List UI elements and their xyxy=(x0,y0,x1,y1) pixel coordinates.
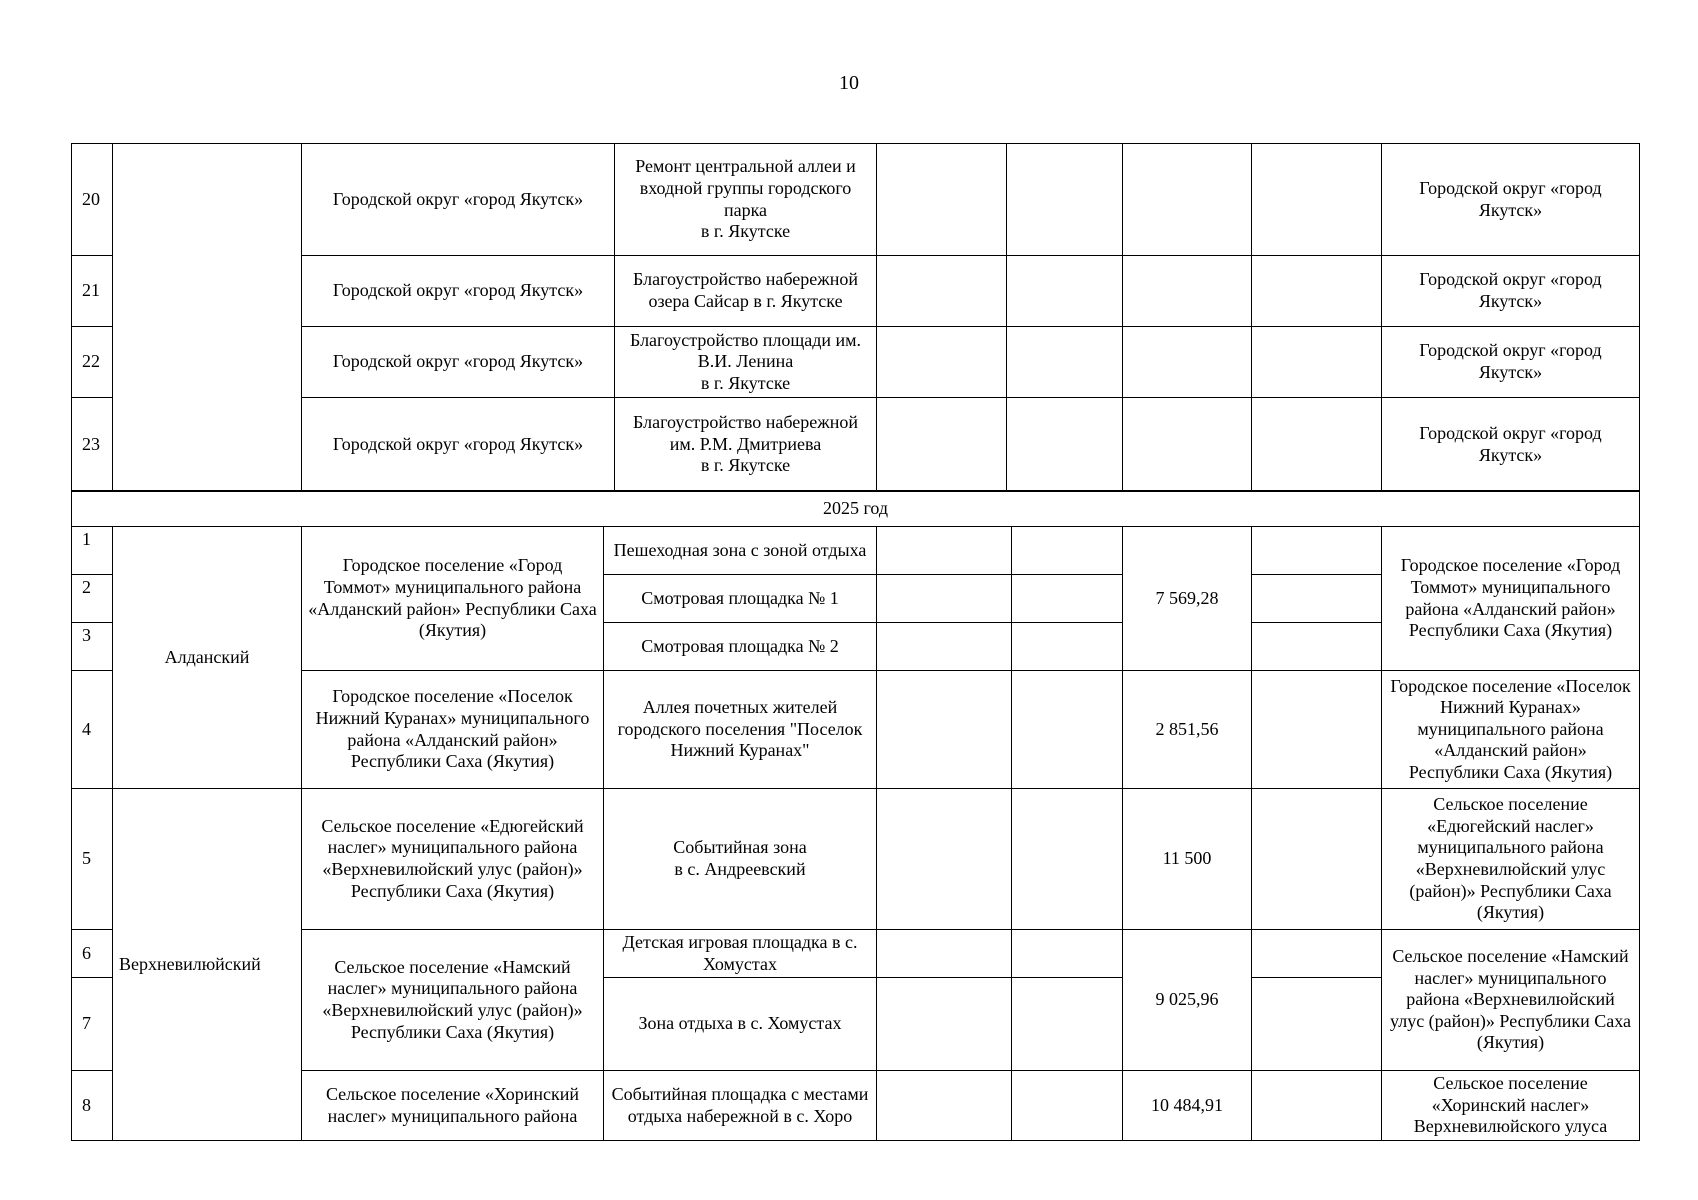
row-number: 3 xyxy=(72,623,113,671)
recipient-cell: Городское поселение «Поселок Нижний Куранах» муниципального района «Алданский район» Республики Саха (Якутия) xyxy=(1382,671,1640,789)
empty-cell xyxy=(1252,144,1382,256)
municipality-cell: Городской округ «город Якутск» xyxy=(302,327,615,398)
object-cell: Благоустройство набережной озера Сайсар в г. Якутске xyxy=(615,256,877,327)
municipality-cell: Сельское поселение «Намский наслег» муниципального района «Верхневилюйский улус (район)» Республики Саха (Якутия) xyxy=(302,930,604,1071)
table-row xyxy=(72,671,1640,789)
district-cell: Алданский xyxy=(113,527,302,789)
empty-cell xyxy=(1252,527,1382,575)
district-cell: Верхневилюйский xyxy=(113,789,302,1141)
object-cell: Благоустройство площади им. В.И. Ленина в г. Якутске xyxy=(615,327,877,398)
empty-cell xyxy=(1252,398,1382,492)
empty-cell xyxy=(877,144,1007,256)
empty-cell xyxy=(877,789,1012,930)
year-label: 2025 год xyxy=(72,491,1640,527)
row-number: 6 xyxy=(72,930,113,978)
empty-cell xyxy=(1012,1071,1123,1141)
recipient-cell: Городской округ «город Якутск» xyxy=(1382,327,1640,398)
row-number: 1 xyxy=(72,527,113,575)
recipient-cell: Городской округ «город Якутск» xyxy=(1382,398,1640,492)
empty-cell xyxy=(1252,671,1382,789)
empty-cell xyxy=(1007,256,1123,327)
empty-cell xyxy=(1252,789,1382,930)
municipality-cell: Сельское поселение «Едюгейский наслег» муниципального района «Верхневилюйский улус (район)» Республики Саха (Якутия) xyxy=(302,789,604,930)
empty-cell xyxy=(1123,327,1252,398)
empty-cell xyxy=(1012,978,1123,1071)
object-cell: Детская игровая площадка в с. Хомустах xyxy=(604,930,877,978)
table-row xyxy=(72,789,1640,930)
row-number: 8 xyxy=(72,1071,113,1141)
row-number: 23 xyxy=(72,398,113,492)
object-cell: Пешеходная зона с зоной отдыха xyxy=(604,527,877,575)
object-cell: Событийная зона в с. Андреевский xyxy=(604,789,877,930)
row-number: 5 xyxy=(72,789,113,930)
empty-cell xyxy=(877,1071,1012,1141)
municipality-cell: Городское поселение «Город Томмот» муниципального района «Алданский район» Республики Саха (Якутия) xyxy=(302,527,604,671)
object-cell: Смотровая площадка № 2 xyxy=(604,623,877,671)
table-row xyxy=(72,144,1640,256)
amount-cell: 10 484,91 xyxy=(1123,1071,1252,1141)
table-row xyxy=(72,930,1640,978)
empty-cell xyxy=(1252,623,1382,671)
empty-cell xyxy=(1252,978,1382,1071)
empty-cell xyxy=(1007,327,1123,398)
empty-cell xyxy=(877,575,1012,623)
row-number: 2 xyxy=(72,575,113,623)
empty-cell xyxy=(1012,789,1123,930)
empty-cell xyxy=(877,527,1012,575)
recipient-cell: Городской округ «город Якутск» xyxy=(1382,144,1640,256)
municipality-cell: Городской округ «город Якутск» xyxy=(302,144,615,256)
empty-cell xyxy=(1012,623,1123,671)
row-number: 22 xyxy=(72,327,113,398)
empty-cell xyxy=(1123,144,1252,256)
table-year-row xyxy=(71,490,1640,527)
empty-cell xyxy=(877,930,1012,978)
empty-cell xyxy=(1252,327,1382,398)
row-number: 4 xyxy=(72,671,113,789)
object-cell: Аллея почетных жителей городского поселения "Поселок Нижний Куранах" xyxy=(604,671,877,789)
table-row xyxy=(72,491,1640,527)
table-top-block xyxy=(71,143,1640,492)
municipality-cell: Городской округ «город Якутск» xyxy=(302,398,615,492)
empty-cell xyxy=(1123,256,1252,327)
empty-cell xyxy=(1252,575,1382,623)
empty-cell xyxy=(1252,1071,1382,1141)
object-cell: Смотровая площадка № 1 xyxy=(604,575,877,623)
municipality-cell: Сельское поселение «Хоринский наслег» муниципального района xyxy=(302,1071,604,1141)
empty-cell xyxy=(1012,575,1123,623)
recipient-cell: Сельское поселение «Хоринский наслег» Верхневилюйского улуса xyxy=(1382,1071,1640,1141)
recipient-cell: Сельское поселение «Намский наслег» муниципального района «Верхневилюйский улус (район)» Республики Саха (Якутия) xyxy=(1382,930,1640,1071)
municipality-cell: Городской округ «город Якутск» xyxy=(302,256,615,327)
empty-cell xyxy=(1012,930,1123,978)
recipient-cell: Городской округ «город Якутск» xyxy=(1382,256,1640,327)
object-cell: Ремонт центральной аллеи и входной группы городского парка в г. Якутске xyxy=(615,144,877,256)
empty-cell xyxy=(877,671,1012,789)
page-number: 10 xyxy=(839,72,859,94)
amount-cell: 9 025,96 xyxy=(1123,930,1252,1071)
amount-cell: 11 500 xyxy=(1123,789,1252,930)
amount-cell: 7 569,28 xyxy=(1123,527,1252,671)
table-row xyxy=(72,398,1640,492)
empty-cell xyxy=(877,398,1007,492)
empty-cell xyxy=(1007,144,1123,256)
district-cell-empty xyxy=(113,144,302,492)
object-cell: Событийная площадка с местами отдыха набережной в с. Хоро xyxy=(604,1071,877,1141)
empty-cell xyxy=(1252,256,1382,327)
row-number: 7 xyxy=(72,978,113,1071)
empty-cell xyxy=(877,978,1012,1071)
table-2025-block xyxy=(71,526,1640,1141)
empty-cell xyxy=(877,623,1012,671)
empty-cell xyxy=(877,256,1007,327)
row-number: 21 xyxy=(72,256,113,327)
object-cell: Зона отдыха в с. Хомустах xyxy=(604,978,877,1071)
empty-cell xyxy=(877,327,1007,398)
table-row xyxy=(72,327,1640,398)
empty-cell xyxy=(1012,527,1123,575)
municipality-cell: Городское поселение «Поселок Нижний Куранах» муниципального района «Алданский район» Республики Саха (Якутия) xyxy=(302,671,604,789)
amount-cell: 2 851,56 xyxy=(1123,671,1252,789)
empty-cell xyxy=(1012,671,1123,789)
recipient-cell: Сельское поселение «Едюгейский наслег» муниципального района «Верхневилюйский улус (район)» Республики Саха (Якутия) xyxy=(1382,789,1640,930)
empty-cell xyxy=(1252,930,1382,978)
object-cell: Благоустройство набережной им. Р.М. Дмитриева в г. Якутске xyxy=(615,398,877,492)
empty-cell xyxy=(1123,398,1252,492)
row-number: 20 xyxy=(72,144,113,256)
table-row xyxy=(72,1071,1640,1141)
table-row xyxy=(72,527,1640,575)
recipient-cell: Городское поселение «Город Томмот» муниципального района «Алданский район» Республики Саха (Якутия) xyxy=(1382,527,1640,671)
empty-cell xyxy=(1007,398,1123,492)
table-row xyxy=(72,256,1640,327)
